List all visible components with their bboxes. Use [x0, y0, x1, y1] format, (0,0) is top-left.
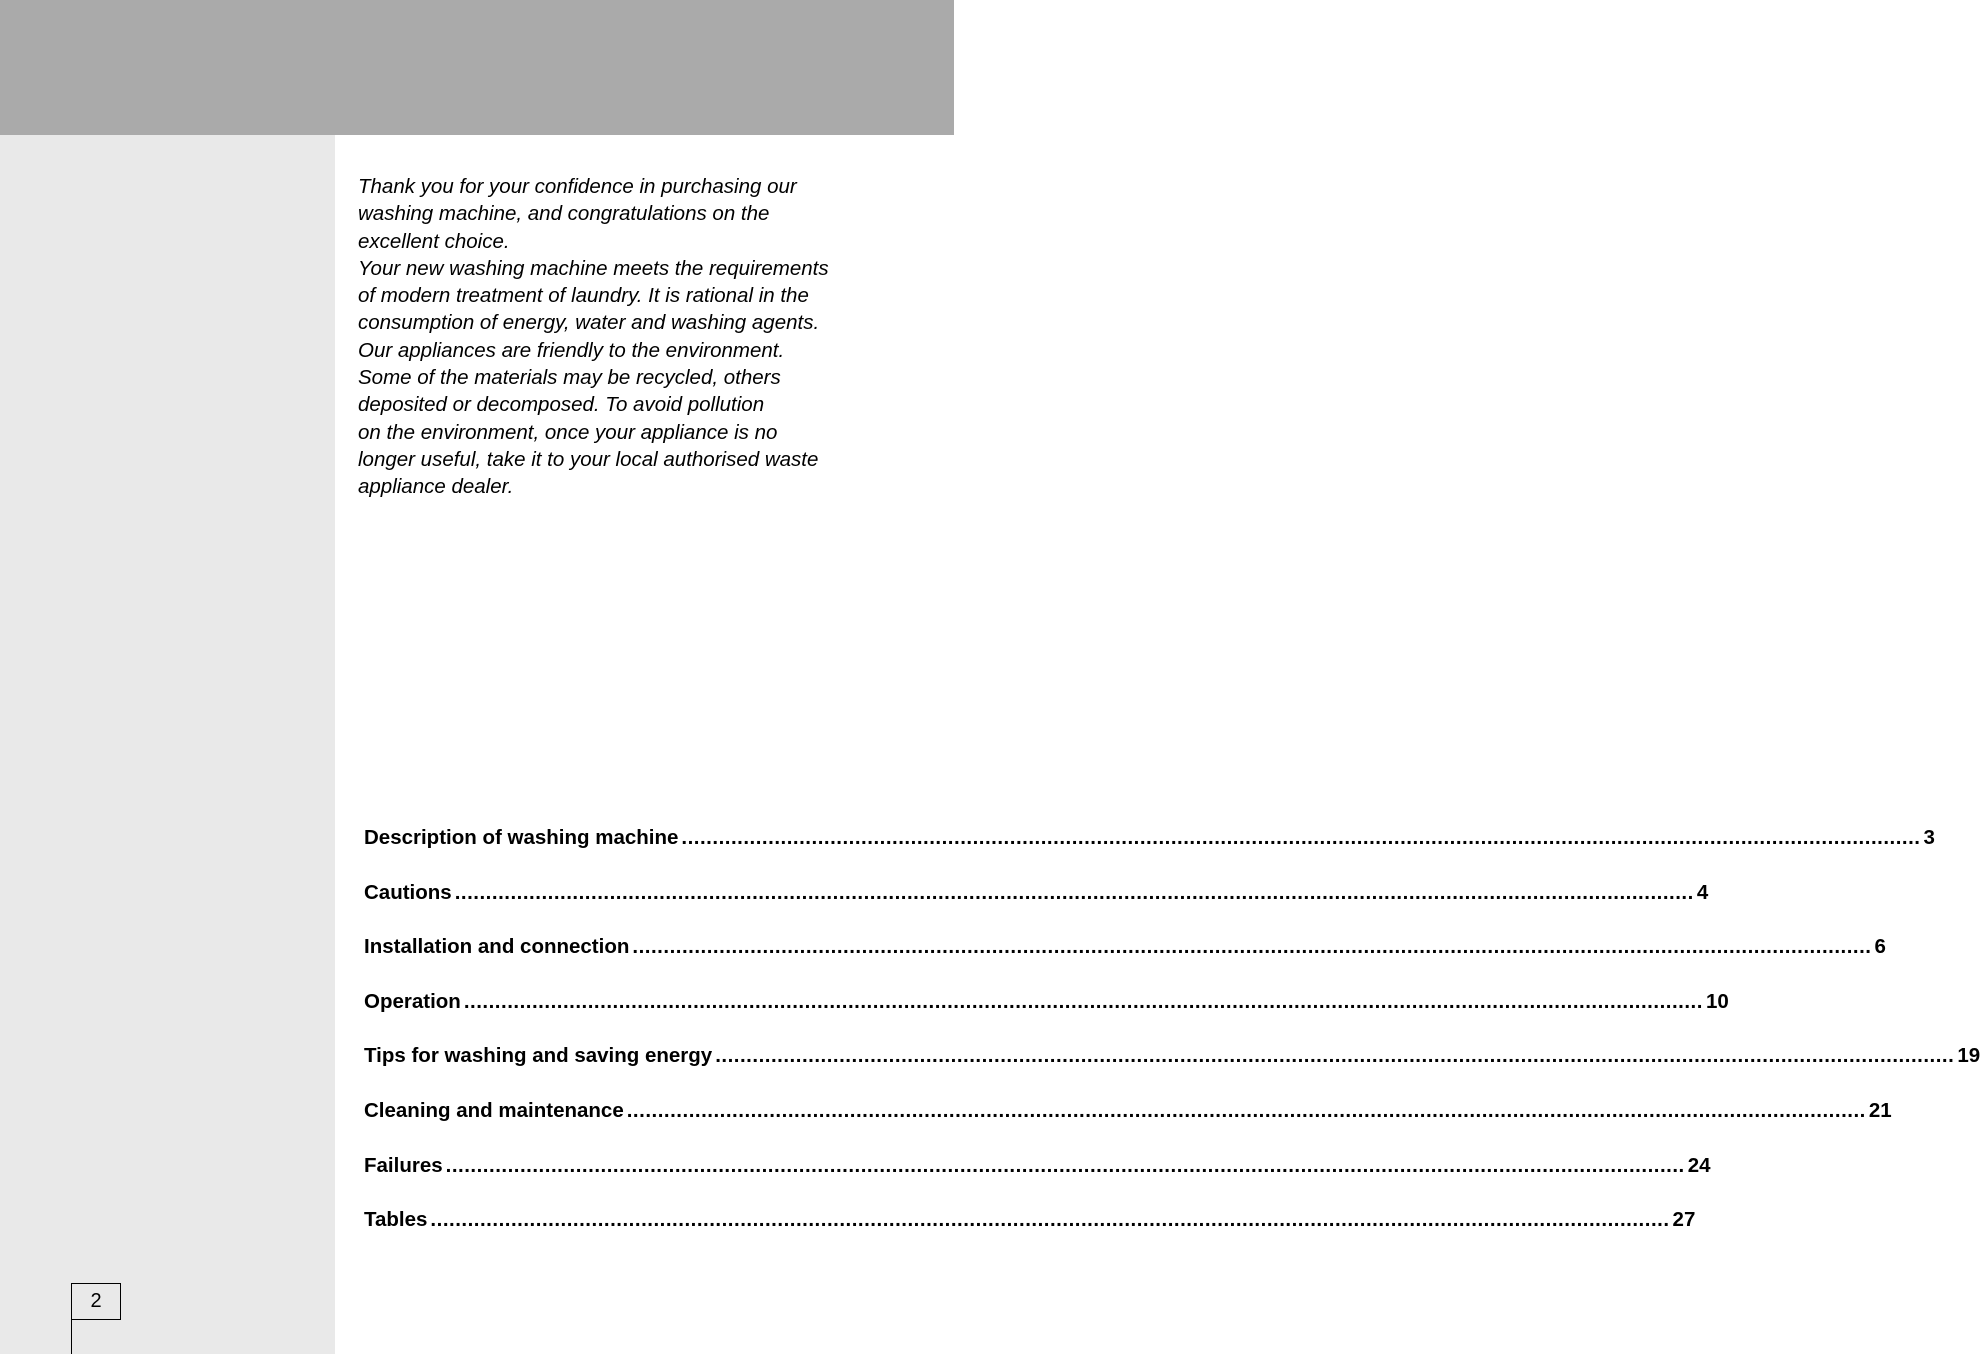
header-band [0, 0, 954, 135]
left-sidebar-panel [0, 135, 335, 1354]
intro-line: longer useful, take it to your local authorised waste [358, 447, 819, 471]
toc-entry-page: 4 [1696, 880, 1709, 904]
intro-line: excellent choice. [358, 229, 510, 253]
toc-leader-dots: ........................................................................................................................................................................................................ [445, 1153, 1685, 1177]
toc-entry-page: 19 [1957, 1044, 1980, 1068]
toc-entry-title: Tips for washing and saving energy [364, 1044, 713, 1068]
intro-line: on the environment, once your appliance is no [358, 420, 778, 444]
toc-entry-page: 27 [1672, 1208, 1696, 1232]
table-of-contents [364, 826, 1980, 1263]
intro-line: deposited or decomposed. To avoid pollution [358, 393, 765, 417]
toc-entry-title: Installation and connection [364, 935, 630, 959]
intro-line: consumption of energy, water and washing agents. [358, 311, 820, 335]
page-number: 2 [71, 1283, 121, 1320]
toc-leader-dots: ........................................................................................................................................................................................................ [681, 826, 1921, 849]
toc-entry[interactable] [364, 1044, 1980, 1099]
toc-entry[interactable] [364, 1098, 1892, 1154]
toc-entry-title: Description of washing machine [364, 826, 679, 849]
intro-line: Your new washing machine meets the requirements [358, 256, 829, 280]
toc-entry-title: Cautions [364, 880, 452, 904]
toc-entry-title: Tables [364, 1208, 428, 1232]
toc-entry-page: 10 [1705, 989, 1729, 1013]
toc-leader-dots: ........................................................................................................................................................................................................ [715, 1044, 1955, 1068]
toc-entry-title: Operation [364, 989, 461, 1013]
toc-entry[interactable] [364, 826, 1935, 881]
intro-line: Our appliances are friendly to the environment. [358, 338, 785, 362]
toc-entry-page: 6 [1874, 935, 1886, 959]
toc-entry[interactable] [364, 1153, 1711, 1209]
toc-leader-dots: ........................................................................................................................................................................................................ [430, 1208, 1670, 1232]
intro-line: Thank you for your confidence in purchasing our [358, 175, 797, 198]
toc-entry[interactable] [364, 935, 1886, 990]
toc-entry-page: 24 [1687, 1153, 1711, 1177]
toc-leader-dots: ........................................................................................................................................................................................................ [626, 1098, 1866, 1122]
intro-line: Some of the materials may be recycled, others [358, 366, 781, 390]
page-number-rule [71, 1319, 72, 1354]
toc-entry-page: 3 [1923, 826, 1935, 849]
toc-entry-title: Failures [364, 1153, 443, 1177]
intro-line: of modern treatment of laundry. It is rational in the [358, 284, 809, 308]
toc-entry[interactable] [364, 989, 1729, 1045]
toc-entry-title: Cleaning and maintenance [364, 1098, 624, 1122]
toc-entry[interactable] [364, 1208, 1696, 1263]
intro-text [358, 173, 898, 501]
toc-leader-dots: ........................................................................................................................................................................................................ [632, 935, 1872, 959]
intro-line: washing machine, and congratulations on the [358, 202, 770, 226]
toc-entry[interactable] [364, 880, 1709, 936]
toc-leader-dots: ........................................................................................................................................................................................................ [463, 989, 1703, 1013]
toc-leader-dots: ........................................................................................................................................................................................................ [454, 880, 1694, 904]
intro-line: appliance dealer. [358, 475, 514, 499]
toc-entry-page: 21 [1868, 1098, 1892, 1122]
